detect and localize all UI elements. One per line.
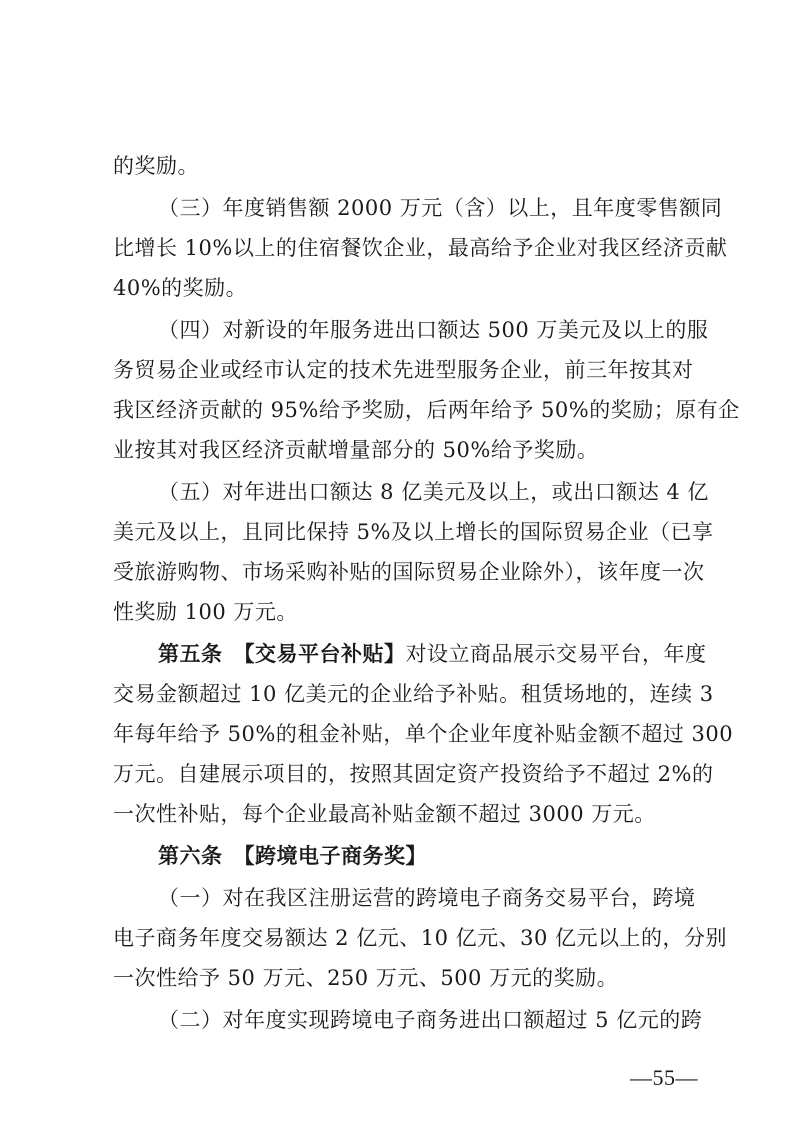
text-line: 一次性给予 50 万元、250 万元、500 万元的奖励。: [113, 966, 619, 990]
text-line: （五）对年进出口额达 8 亿美元及以上，或出口额达 4 亿: [158, 480, 709, 504]
text-line: 比增长 10%以上的住宿餐饮企业，最高给予企业对我区经济贡献: [113, 236, 728, 260]
text-line: 性奖励 100 万元。: [113, 600, 298, 624]
text-line: 我区经济贡献的 95%给予奖励，后两年给予 50%的奖励；原有企: [113, 398, 740, 422]
text-line: 一次性补贴，每个企业最高补贴金额不超过 3000 万元。: [113, 802, 656, 826]
text-line: 40%的奖励。: [113, 276, 248, 300]
text-line: （三）年度销售额 2000 万元（含）以上，且年度零售额同: [158, 196, 723, 220]
article-heading: 第五条 【交易平台补贴】: [158, 642, 406, 666]
text-line: 交易金额超过 10 亿美元的企业给予补贴。租赁场地的，连续 3: [113, 682, 714, 706]
article-heading: 第六条 【跨境电子商务奖】: [158, 844, 427, 868]
text-run: 对设立商品展示交易平台，年度: [405, 642, 707, 666]
page-number: —55—: [630, 1065, 698, 1090]
text-line: （一）对在我区注册运营的跨境电子商务交易平台，跨境: [158, 886, 696, 910]
text-line: 电子商务年度交易额达 2 亿元、10 亿元、30 亿元以上的，分别: [113, 926, 728, 950]
text-line: 万元。自建展示项目的，按照其固定资产投资给予不超过 2%的: [113, 762, 714, 786]
article-six-heading-line: [158, 842, 693, 870]
text-line: 业按其对我区经济贡献增量部分的 50%给予奖励。: [113, 438, 599, 462]
text-line: 年每年给予 50%的租金补贴，单个企业年度补贴金额不超过 300: [113, 722, 734, 746]
text-line: 受旅游购物、市场采购补贴的国际贸易企业除外），该年度一次: [113, 560, 705, 584]
text-line: （二）对年度实现跨境电子商务进出口额超过 5 亿元的跨: [158, 1008, 703, 1032]
text-line: （四）对新设的年服务进出口额达 500 万美元及以上的服: [158, 318, 709, 342]
article-five-first-line: [158, 640, 707, 668]
text-line: 美元及以上，且同比保持 5%及以上增长的国际贸易企业（已享: [113, 520, 714, 544]
text-line: 务贸易企业或经市认定的技术先进型服务企业，前三年按其对: [113, 358, 694, 382]
text-line: 的奖励。: [113, 154, 199, 178]
